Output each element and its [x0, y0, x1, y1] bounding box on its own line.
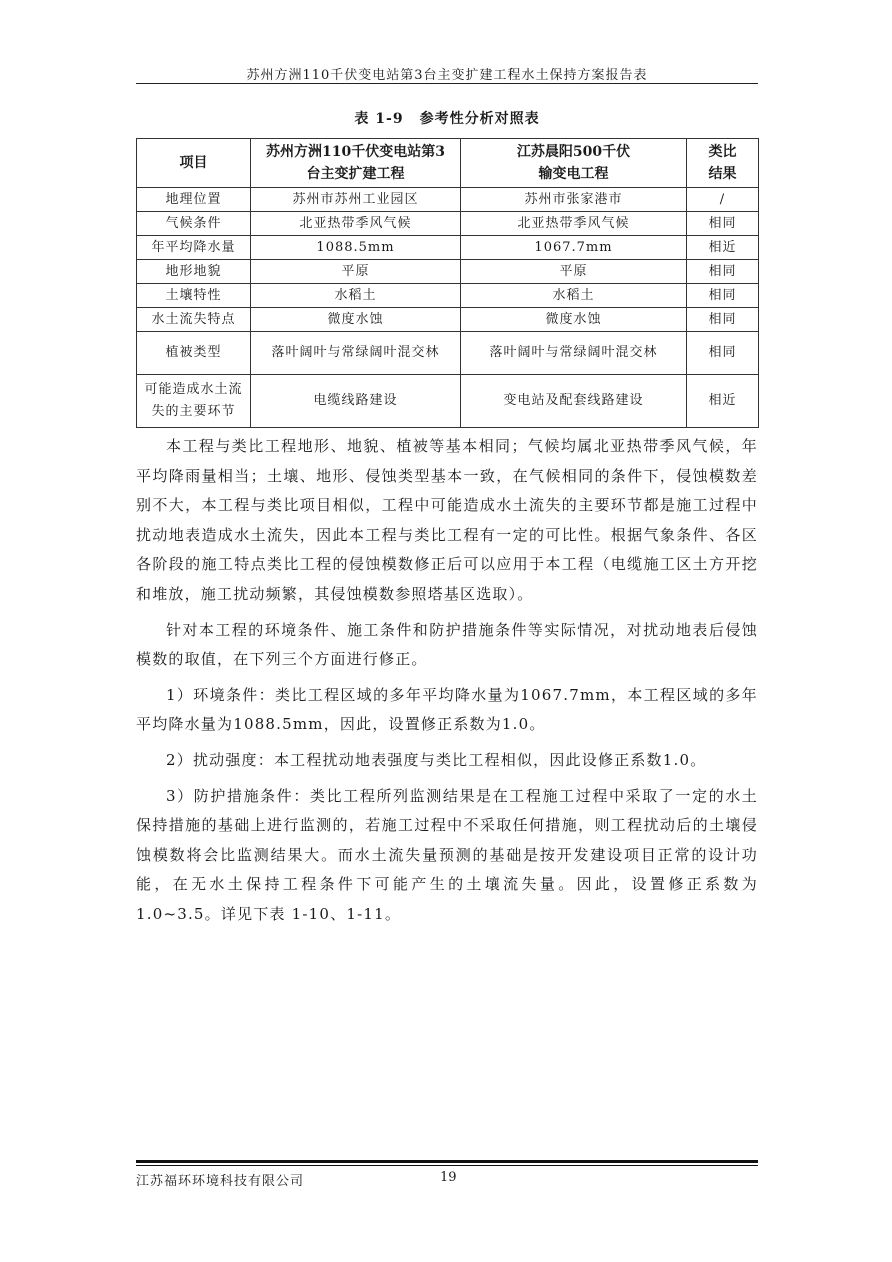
cell-item: 土壤特性 — [137, 284, 251, 308]
table-row — [137, 212, 759, 236]
cell-item: 地形地貌 — [137, 260, 251, 284]
table-row — [137, 236, 759, 260]
cell-item: 年平均降水量 — [137, 236, 251, 260]
table-caption-number: 表 1-9 — [354, 111, 404, 127]
paragraph: 1）环境条件：类比工程区域的多年平均降水量为1067.7mm，本工程区域的多年平均降水量为1088.5mm，因此，设置修正系数为1.0。 — [136, 685, 758, 734]
cell-result: 相同 — [687, 332, 759, 375]
page-number: 19 — [440, 1170, 457, 1185]
table-row — [137, 375, 759, 428]
cell-item: 地理位置 — [137, 188, 251, 212]
cell-project-b: 1067.7mm — [461, 236, 687, 260]
cell-project-b: 苏州市张家港市 — [461, 188, 687, 212]
cell-project-a: 电缆线路建设 — [251, 375, 461, 428]
cell-result: 相同 — [687, 212, 759, 236]
table-row — [137, 260, 759, 284]
cell-project-b: 北亚热带季风气候 — [461, 212, 687, 236]
table-row — [137, 332, 759, 375]
table-row — [137, 188, 759, 212]
cell-project-b: 变电站及配套线路建设 — [461, 375, 687, 428]
cell-result: 相近 — [687, 375, 759, 428]
cell-project-a: 北亚热带季风气候 — [251, 212, 461, 236]
cell-item: 植被类型 — [137, 332, 251, 375]
paragraph: 3）防护措施条件：类比工程所列监测结果是在工程施工过程中采取了一定的水土保持措施的基础上进行监测的，若施工过程中不采取任何措施，则工程扰动后的土壤侵蚀模数将会比监测结果大。而水土流失量预测的基础是按开发建设项目正常的设计功能，在无水土保持工程条件下可能产生的土壤流失量。因此，设置修正系数为 1.0~3.5。详见下表 1-10、1-11。 — [136, 786, 758, 923]
header-result: 类比 结果 — [687, 139, 759, 188]
header-rule — [136, 83, 758, 84]
cell-project-b: 微度水蚀 — [461, 308, 687, 332]
cell-result: 相同 — [687, 284, 759, 308]
table-header-row — [137, 139, 759, 188]
cell-project-a: 微度水蚀 — [251, 308, 461, 332]
footer-company: 江苏福环环境科技有限公司 — [136, 1174, 305, 1189]
cell-project-b: 落叶阔叶与常绿阔叶混交林 — [461, 332, 687, 375]
header-project-a: 苏州方洲110千伏变电站第3 台主变扩建工程 — [251, 139, 461, 188]
cell-project-b: 平原 — [461, 260, 687, 284]
cell-project-a: 水稻土 — [251, 284, 461, 308]
cell-item: 水土流失特点 — [137, 308, 251, 332]
cell-result: 相近 — [687, 236, 759, 260]
cell-project-a: 苏州市苏州工业园区 — [251, 188, 461, 212]
table-row — [137, 308, 759, 332]
cell-item: 可能造成水土流 失的主要环节 — [137, 375, 251, 428]
header-item: 项目 — [137, 139, 251, 188]
cell-project-a: 平原 — [251, 260, 461, 284]
page-header: 苏州方洲110千伏变电站第3台主变扩建工程水土保持方案报告表 — [246, 68, 648, 83]
cell-project-a: 落叶阔叶与常绿阔叶混交林 — [251, 332, 461, 375]
footer-rule-thin — [136, 1165, 758, 1166]
header-project-b: 江苏晨阳500千伏 输变电工程 — [461, 139, 687, 188]
body-text — [136, 432, 758, 936]
cell-result: 相同 — [687, 308, 759, 332]
comparison-table — [136, 138, 759, 428]
paragraph: 针对本工程的环境条件、施工条件和防护措施条件等实际情况，对扰动地表后侵蚀模数的取值，在下列三个方面进行修正。 — [136, 620, 758, 669]
cell-result: / — [687, 188, 759, 212]
table-row — [137, 284, 759, 308]
cell-project-a: 1088.5mm — [251, 236, 461, 260]
paragraph: 本工程与类比工程地形、地貌、植被等基本相同；气候均属北亚热带季风气候，年平均降雨量相当；土壤、地形、侵蚀类型基本一致，在气候相同的条件下，侵蚀模数差别不大，本工程与类比项目相似，工程中可能造成水土流失的主要环节都是施工过程中扰动地表造成水土流失，因此本工程与类比工程有一定的可比性。根据气象条件、各区各阶段的施工特点类比工程的侵蚀模数修正后可以应用于本工程（电缆施工区土方开挖和堆放，施工扰动频繁，其侵蚀模数参照塔基区选取）。 — [136, 437, 758, 603]
cell-item: 气候条件 — [137, 212, 251, 236]
cell-project-b: 水稻土 — [461, 284, 687, 308]
table-caption — [136, 108, 758, 128]
paragraph: 2）扰动强度：本工程扰动地表强度与类比工程相似，因此设修正系数1.0。 — [166, 750, 707, 769]
table-caption-title: 参考性分析对照表 — [419, 111, 540, 127]
cell-result: 相同 — [687, 260, 759, 284]
footer-rule — [136, 1160, 758, 1163]
